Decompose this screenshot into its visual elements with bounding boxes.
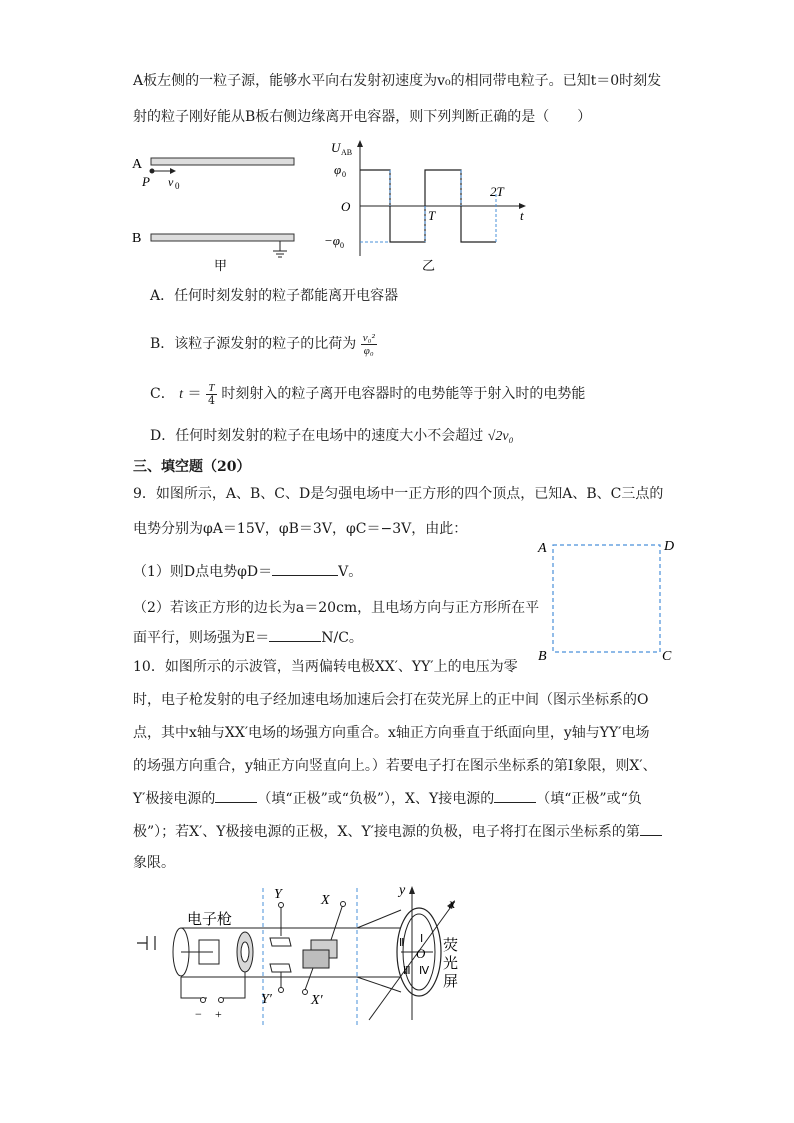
screen-char-2: 光 <box>443 956 459 972</box>
option-c-suffix: 时刻射入的粒子离开电容器时的电势能等于射入时的电势能 <box>221 386 586 402</box>
q9-sub2-suffix: N/C。 <box>321 630 363 646</box>
y-prime-label: Y′ <box>261 992 272 1007</box>
option-c-num: T <box>206 382 217 395</box>
q10-line7: 象限。 <box>133 855 175 871</box>
plate-a-label: A <box>132 157 143 172</box>
corner-c: C <box>662 649 672 664</box>
figure-square <box>532 533 682 668</box>
option-b-prefix: B．该粒子源发射的粒子的比荷为 <box>150 336 357 352</box>
q10-line1: 10．如图所示的示波管，当两偏转电极XX′、YY′上的电压为零 <box>133 659 518 675</box>
q9-sub2-prefix: 面平行，则场强为E＝ <box>133 630 270 646</box>
minus-label: − <box>195 1007 202 1021</box>
quadrant-1: Ⅰ <box>420 933 424 945</box>
phi-neg-sub: 0 <box>340 241 344 250</box>
q8-option-a: A．任何时刻发射的粒子都能离开电容器 <box>150 288 399 304</box>
quadrant-4: Ⅳ <box>419 965 430 977</box>
t-label: T <box>428 208 436 223</box>
option-c-eq: ＝ <box>187 386 202 402</box>
option-c-prefix: C． <box>150 386 175 402</box>
plate-a <box>151 158 294 165</box>
quadrant-3: Ⅲ <box>403 965 411 977</box>
phi-neg-label: −φ <box>324 233 340 248</box>
square-outline <box>553 545 660 652</box>
origin-label: O <box>341 199 351 214</box>
fig-jia-caption: 甲 <box>214 258 228 273</box>
cathode-icon <box>137 936 155 950</box>
q8-option-b <box>150 331 377 357</box>
q8-option-c <box>150 381 585 408</box>
q9-line1: 9．如图所示，A、B、C、D是匀强电场中一正方形的四个顶点，已知A、B、C三点的 <box>133 486 664 502</box>
answer-blank-3[interactable] <box>640 835 662 836</box>
q10-line4: 的场强方向重合，y轴正方向竖直向上。）若要电子打在图示坐标系的第Ⅰ象限，则X′、 <box>133 758 657 774</box>
q9-sub1-prefix: （1）则D点电势φD＝ <box>133 564 273 580</box>
velocity-sub: 0 <box>175 181 180 191</box>
q8-option-d <box>150 426 513 447</box>
figure-capacitor <box>130 148 315 276</box>
q9-sub2-line2 <box>133 628 363 648</box>
y-axis-sub: AB <box>341 148 353 157</box>
figure-voltage-graph <box>320 138 535 276</box>
phi-pos-label: φ <box>334 162 342 177</box>
x-axis-label: t <box>520 208 524 223</box>
answer-blank-2[interactable] <box>494 802 536 803</box>
phi-pos-sub: 0 <box>342 170 346 179</box>
corner-a: A <box>538 541 547 556</box>
screen-x-label: x <box>449 897 456 912</box>
section-title: 三、填空题（20） <box>133 459 251 475</box>
source-label: P <box>142 174 150 189</box>
option-d-math: √2v₀ <box>487 429 514 444</box>
figure-oscilloscope <box>133 880 473 1025</box>
two-t-label: 2T <box>490 184 504 199</box>
q10-line5 <box>133 789 642 809</box>
plate-b <box>151 234 294 241</box>
option-d-prefix: D．任何时刻发射的粒子在电场中的速度大小不会超过 <box>150 428 484 444</box>
corner-b: B <box>538 649 547 664</box>
q10-line2: 时，电子枪发射的电子经加速电场加速后会打在荧光屏上的正中间（图示坐标系的O <box>133 692 649 708</box>
option-b-fraction <box>361 332 377 357</box>
q10-line5-a: Y′极接电源的 <box>133 791 216 807</box>
q10-line5-c: （填“正极”或“负 <box>536 791 642 807</box>
option-b-num: v₀² <box>362 331 375 344</box>
screen-origin: O <box>416 946 426 961</box>
screen-y-label: y <box>399 883 406 898</box>
q10-line5-b: （填“正极”或“负极”），X、Y接电源的 <box>257 791 495 807</box>
y-plate-label: Y <box>274 887 282 902</box>
x-plate-label: X <box>321 893 330 908</box>
answer-blank-d-potential[interactable] <box>272 575 338 576</box>
q9-line2: 电势分别为φA＝15V，φB＝3V，φC＝−3V，由此： <box>133 521 468 537</box>
velocity-label: v <box>168 175 174 189</box>
quadrant-2: Ⅱ <box>399 937 405 949</box>
gun-label: 电子枪 <box>187 912 233 928</box>
option-c-den: 4 <box>207 393 215 407</box>
x-prime-label: X′ <box>311 993 323 1008</box>
answer-blank-field[interactable] <box>269 641 321 642</box>
option-c-fraction <box>206 382 217 407</box>
q8-stem-line1: A板左侧的一粒子源，能够水平向右发射初速度为v₀的相同带电粒子。已知t＝0时刻发 <box>133 73 662 89</box>
option-c-t: t <box>179 387 184 402</box>
q9-sub1-suffix: V。 <box>338 564 363 580</box>
q10-line6 <box>133 822 662 842</box>
plus-label: + <box>215 1007 222 1021</box>
q8-stem-line2: 射的粒子刚好能从B板右侧边缘离开电容器，则下列判断正确的是（ ） <box>133 109 592 125</box>
screen-char-3: 屏 <box>443 974 459 990</box>
option-b-den: φ₀ <box>363 344 374 357</box>
y-axis-label: U <box>331 140 341 155</box>
q10-line3: 点，其中x轴与XX′电场的场强方向重合。x轴正方向垂直于纸面向里，y轴与YY′电场 <box>133 725 650 741</box>
answer-blank-1[interactable] <box>215 802 257 803</box>
corner-d: D <box>664 539 675 554</box>
plate-b-label: B <box>132 231 142 246</box>
screen-char-1: 荧 <box>443 938 459 954</box>
q9-sub1 <box>133 562 362 582</box>
fig-yi-caption: 乙 <box>422 258 436 273</box>
q10-line6-a: 极”）；若X′、Y极接电源的正极，X、Y′接电源的负极，电子将打在图示坐标系的第 <box>133 824 640 840</box>
q9-sub2-line1: （2）若该正方形的边长为a＝20cm，且电场方向与正方形所在平 <box>133 600 540 616</box>
